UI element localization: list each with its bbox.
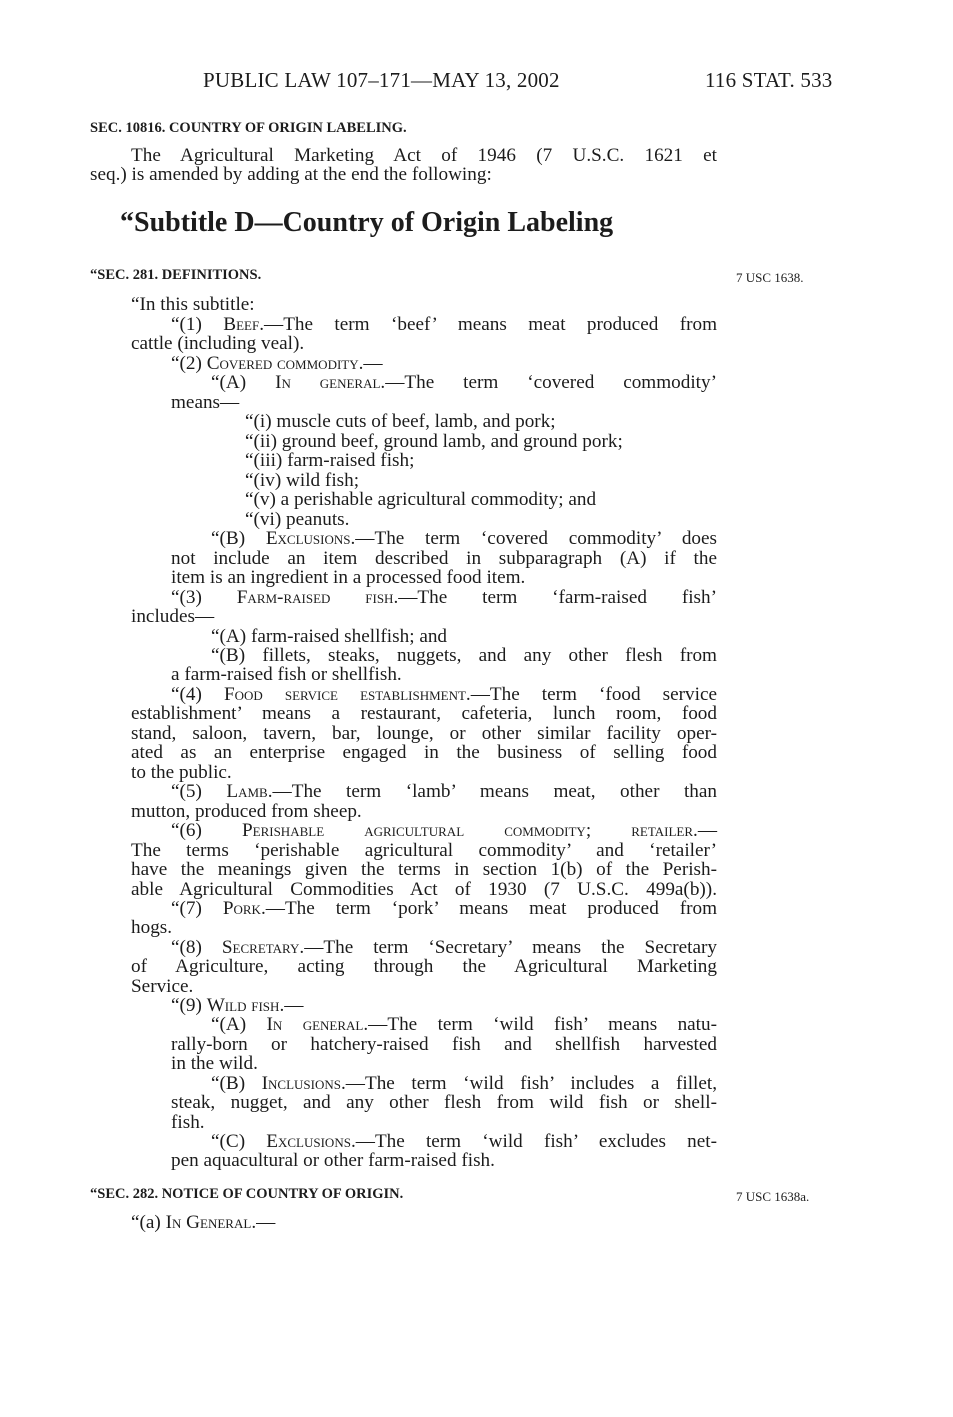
definition-pork: “(7) Pork.—The term ‘pork’ means meat produced from	[171, 898, 718, 919]
definition-secretary: “(8) Secretary.—The term ‘Secretary’ means the Secretary	[171, 937, 717, 958]
paragraph-line: includes—	[131, 606, 215, 627]
paragraph-line: pen aquacultural or other farm-raised fish.	[171, 1150, 495, 1171]
paragraph-line: means—	[171, 392, 240, 413]
section-282-heading: “SEC. 282. NOTICE OF COUNTRY OF ORIGIN.	[90, 1186, 404, 1202]
running-header-title: PUBLIC LAW 107–171—MAY 13, 2002	[203, 68, 560, 92]
paragraph-line: seq.) is amended by adding at the end the following:	[90, 164, 492, 185]
list-item: “(A) farm-raised shellfish; and	[211, 626, 448, 647]
paragraph-line: ated as an enterprise engaged in the business of selling food	[131, 742, 717, 763]
definition-perishable-commodity-retailer: “(6) Perishable agricultural commodity; retailer.—	[171, 820, 717, 841]
list-item: “(iii) farm-raised fish;	[245, 450, 415, 471]
definition-farm-raised-fish: “(3) Farm-raised fish.—The term ‘farm-raised fish’	[171, 587, 717, 608]
paragraph-line: stand, saloon, tavern, bar, lounge, or other similar facility oper-	[131, 723, 717, 744]
list-item: “(vi) peanuts.	[245, 509, 350, 530]
subsection-a-in-general: “(a) In General.—	[131, 1212, 276, 1233]
paragraph-line: fish.	[171, 1112, 205, 1133]
section-10816-heading: SEC. 10816. COUNTRY OF ORIGIN LABELING.	[90, 120, 407, 136]
paragraph-line: hogs.	[131, 917, 173, 938]
definition-lamb: “(5) Lamb.—The term ‘lamb’ means meat, other than	[171, 781, 717, 802]
list-item: “(v) a perishable agricultural commodity; and	[245, 489, 597, 510]
paragraph-line: mutton, produced from sheep.	[131, 801, 362, 822]
paragraph-line: “In this subtitle:	[131, 294, 255, 315]
list-item: “(i) muscle cuts of beef, lamb, and pork;	[245, 411, 556, 432]
subparagraph-wild-fish-exclusions: “(C) Exclusions.—The term ‘wild fish’ excludes net-	[211, 1131, 717, 1152]
subparagraph-wild-fish-inclusions: “(B) Inclusions.—The term ‘wild fish’ includes a fillet,	[211, 1073, 718, 1094]
paragraph-line: The terms ‘perishable agricultural commodity’ and ‘retailer’	[131, 840, 717, 861]
paragraph-line: establishment’ means a restaurant, cafeteria, lunch room, food	[131, 703, 717, 724]
paragraph-line: have the meanings given the terms in section 1(b) of the Perish-	[131, 859, 717, 880]
list-item: “(ii) ground beef, ground lamb, and ground pork;	[245, 431, 623, 452]
paragraph-line: not include an item described in subparagraph (A) if the	[171, 548, 717, 569]
subparagraph-in-general: “(A) In general.—The term ‘covered commodity’	[211, 372, 717, 393]
list-item: “(B) fillets, steaks, nuggets, and any other flesh from	[211, 645, 717, 666]
paragraph-line: to the public.	[131, 762, 232, 783]
subparagraph-wild-fish-in-general: “(A) In general.—The term ‘wild fish’ means natu-	[211, 1014, 717, 1035]
subtitle-heading: “Subtitle D—Country of Origin Labeling	[120, 207, 614, 238]
paragraph-line: of Agriculture, acting through the Agricultural Marketing	[131, 956, 717, 977]
definition-food-service-establishment: “(4) Food service establishment.—The term ‘food service	[171, 684, 717, 705]
paragraph-line: a farm-raised fish or shellfish.	[171, 664, 402, 685]
paragraph-line: item is an ingredient in a processed food item.	[171, 567, 526, 588]
paragraph-line: able Agricultural Commodities Act of 1930 (7 U.S.C. 499a(b)).	[131, 879, 717, 900]
subparagraph-exclusions: “(B) Exclusions.—The term ‘covered commodity’ does	[211, 528, 717, 549]
paragraph-line: in the wild.	[171, 1053, 258, 1074]
paragraph-line: Service.	[131, 976, 194, 997]
margin-note-usc-1638: 7 USC 1638.	[736, 270, 804, 285]
paragraph-line: The Agricultural Marketing Act of 1946 (7 U.S.C. 1621 et	[131, 145, 717, 166]
margin-note-usc-1638a: 7 USC 1638a.	[736, 1189, 810, 1204]
definition-covered-commodity: “(2) Covered commodity.—	[171, 353, 383, 374]
running-header-stat-page: 116 STAT. 533	[705, 68, 833, 92]
definition-beef: “(1) Beef.—The term ‘beef’ means meat produced from	[171, 314, 718, 335]
definition-wild-fish: “(9) Wild fish.—	[171, 995, 304, 1016]
paragraph-line: cattle (including veal).	[131, 333, 305, 354]
paragraph-line: steak, nugget, and any other flesh from wild fish or shell-	[171, 1092, 717, 1113]
list-item: “(iv) wild fish;	[245, 470, 360, 491]
paragraph-line: rally-born or hatchery-raised fish and shellfish harvested	[171, 1034, 717, 1055]
section-281-heading: “SEC. 281. DEFINITIONS.	[90, 267, 262, 283]
